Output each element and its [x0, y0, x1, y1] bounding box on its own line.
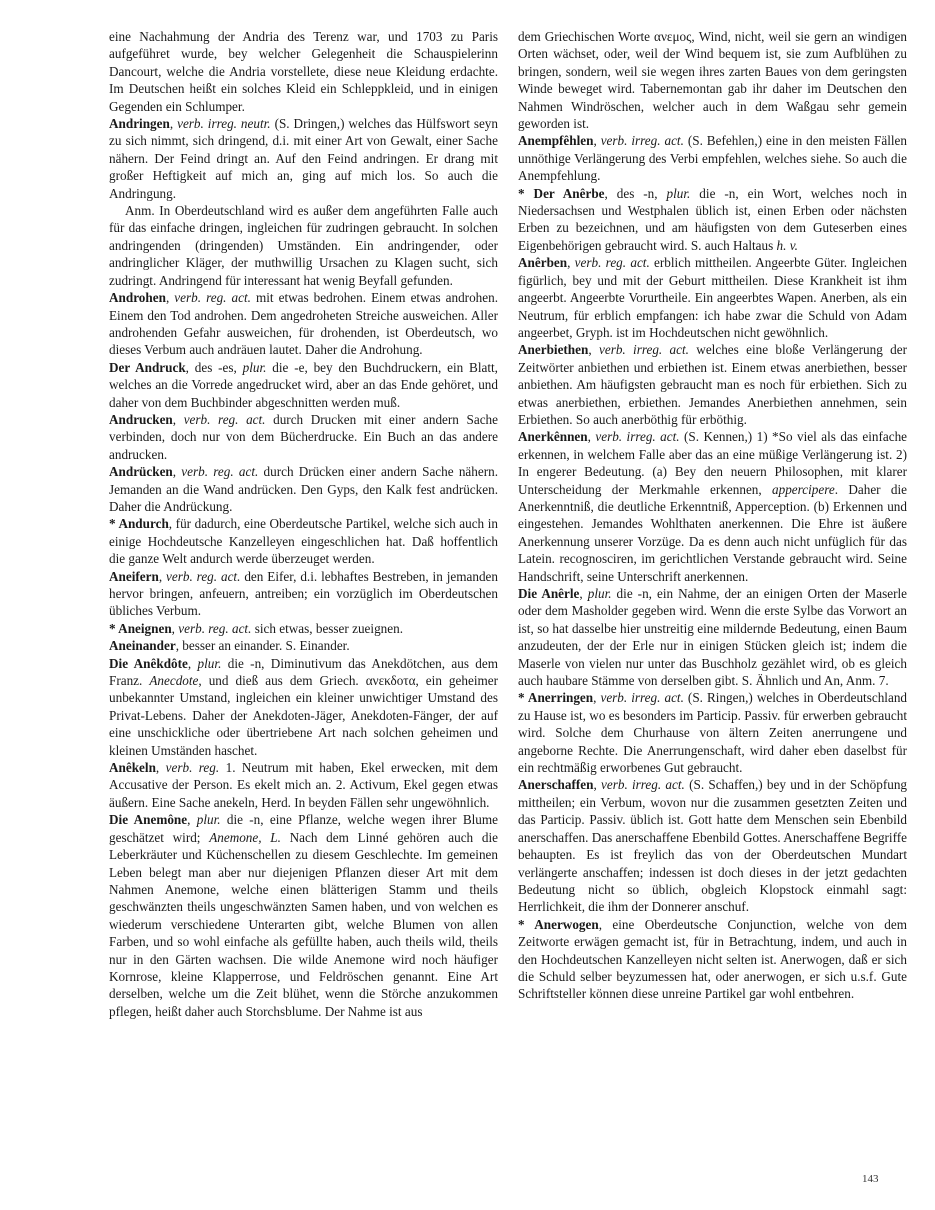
- left-column: [109, 28, 498, 1020]
- entry-text: , und dieß aus dem Griech. ανεκδοτα, ein geheimer unbekannter Umstand, ingleichen ein kleiner unwichtiger Umstand des Privat-Lebens. Daher der Anekdoten-Jäger, Anekdoten-Fänger, der auf eine unschickliche oder übertriebene Art nach solchen geheimen und kleinen Umständen haschet.: [109, 673, 498, 758]
- archaic-marker: *: [518, 916, 535, 932]
- dictionary-entry: [109, 289, 498, 359]
- entry-text: Anm. In Oberdeutschland wird es außer dem angeführten Falle auch für das einfache dringen, ingleichen für zudringen gebraucht. In solchen andringenden (dringenden) Umständen. Ein andringender, oder andringlicher Kläger, der muthwillig Ursachen zu Klagen sucht, sich zudringt. Andringend für interessant hat wenig Beyfall gefunden.: [109, 203, 498, 288]
- entry-text: durch Drucken mit einer andern Sache verbinden, doch nur von dem Bücherdrucke. Ein Buch an das andere andrucken.: [109, 411, 498, 462]
- entry-text: ,: [593, 133, 601, 149]
- headword: Anerbiethen: [518, 342, 589, 358]
- entry-text: , eine Oberdeutsche Conjunction, welche von dem Zeitworte erwägen gemacht ist, für in Betrachtung, indem, und auch in den Hochdeutschen Kanzelleyen nicht selten ist. Anerwogen, daß er sich die Schuld selber beyzumessen hat, oder anerwogen, er sich u.s.f. Gute Schriftsteller können diese unreine Partikel gar wohl entbehren.: [518, 916, 907, 1002]
- italic-text: plur.: [242, 359, 267, 375]
- headword: Aneifern: [109, 568, 159, 584]
- dictionary-entry: [518, 185, 907, 255]
- entry-text: (S. Dringen,) welches das Hülfswort seyn zu sich nimmt, sich dringend, d.i. mit einer Art von Gewalt, einer Sache nähern. Der Feind dringt an. Auf den Feind andringen. Er drang mit großer Heftigkeit auf mich an, ging auf mich los. So auch die Andringung.: [109, 116, 498, 201]
- italic-text: plur.: [197, 655, 222, 671]
- dictionary-entry: [518, 585, 907, 689]
- headword: Aneinander: [109, 638, 176, 654]
- entry-text: ,: [587, 429, 596, 445]
- entry-text: welches eine bloße Verlängerung der Zeitwörter anbiethen und erbiethen ist. Einem etwas anerbiethen, besser anbiethen. Am häufigsten gebraucht man es noch für erbiethen. Sich zu etwas anerbiethen, erbiethen. Jemandes Anerbiethen annehmen, sein Erbiethen. So auch anerböthig für erböthig.: [518, 342, 908, 427]
- entry-text: 1. Neutrum mit haben, Ekel erwecken, mit dem Accusative der Person. Es ekelt mich an. 2. Activum, Ekel gegen etwas äußern. Eine Sache anekeln, Herd. In beyden Fällen sehr ungewöhnlich.: [109, 760, 498, 810]
- italic-text: verb. reg. act.: [181, 464, 259, 480]
- headword: Anêrben: [518, 255, 568, 271]
- entry-text: die -n, eine Pflanze, welche wegen ihrer Blume geschätzet wird;: [109, 812, 499, 845]
- italic-text: verb. irreg. act.: [600, 133, 684, 149]
- dictionary-entry: [109, 620, 498, 637]
- entry-text: ,: [155, 760, 166, 776]
- italic-text: verb. reg.: [165, 760, 220, 776]
- headword: Anêkeln: [109, 760, 156, 776]
- headword: Die Anemône: [109, 812, 188, 828]
- italic-text: verb. reg. act.: [178, 620, 252, 636]
- dictionary-entry: [109, 359, 498, 411]
- entry-text: die -e, bey den Buchdruckern, ein Blatt, welches an die Vorrede angedrucket wird, aber an das Ende gehöret, und daher von dem Buchbinder abgeschnitten werden muß.: [109, 359, 498, 410]
- dictionary-entry: [518, 776, 907, 915]
- italic-text: Anemone, L.: [209, 829, 281, 845]
- italic-text: verb. irreg. neutr.: [177, 116, 271, 132]
- entry-text: , des -es,: [185, 359, 243, 375]
- headword: Die Anêkdôte: [109, 655, 188, 671]
- dictionary-entry: [109, 759, 498, 811]
- entry-text: (S. Schaffen,) bey und in der Schöpfung mittheilen; ein Verbum, wovon nur die zusammen gesetzten Zeiten und das Particip. Passiv. üblich ist. Gott hatte dem Menschen sein Ebenbild anerschaffen. Das anerschaffene Ebenbild Gottes. Anerschaffene Begriffe behaupten. Es ist freylich das von der Oberdeutschen Mundart verlängerte anschaffen; indessen ist doch dieses in der jetzt gedachten Bedeutung nicht so üblich, obgleich Klopstock einmahl sagt: Herrlichkeit, die ihm der Donnerer anschuf.: [518, 777, 908, 915]
- entry-text: ,: [187, 812, 197, 828]
- entry-text: ,: [172, 411, 184, 427]
- italic-text: plur.: [666, 185, 691, 201]
- dictionary-entry: [109, 115, 498, 202]
- headword: Androhen: [109, 290, 166, 306]
- italic-text: plur.: [196, 812, 221, 828]
- headword: Andrücken: [109, 464, 173, 480]
- entry-text: ,: [171, 620, 179, 636]
- italic-text: verb. irreg. act.: [598, 342, 689, 358]
- entry-text: ,: [579, 586, 588, 601]
- entry-text: durch Drücken einer andern Sache nähern. Jemanden an die Wand andrücken. Den Gyps, den Kalk fest andrücken. Daher die Andrückung.: [109, 464, 499, 514]
- headword: Der Andruck: [109, 359, 186, 375]
- headword: Anerringen: [527, 690, 594, 706]
- entry-text: ,: [588, 342, 599, 358]
- dictionary-entry: [518, 341, 907, 428]
- dictionary-entry: [109, 655, 498, 759]
- headword: Die Anêrle: [518, 586, 580, 601]
- headword: Andrucken: [109, 411, 173, 427]
- dictionary-entry: [109, 202, 498, 289]
- headword: Anerkênnen: [518, 429, 588, 445]
- dictionary-entry: [109, 811, 498, 1020]
- dictionary-entry: [109, 411, 498, 463]
- archaic-marker: *: [518, 185, 534, 201]
- entry-text: , besser an einander. S. Einander.: [175, 638, 350, 654]
- entry-text: ,: [158, 568, 167, 584]
- entry-text: ,: [165, 290, 175, 306]
- entry-text: sich etwas, besser zueignen.: [251, 620, 403, 636]
- italic-text: verb. irreg. act.: [600, 690, 684, 706]
- headword: Andringen: [109, 116, 170, 132]
- dictionary-entry: [518, 132, 907, 184]
- italic-text: verb. reg. act.: [174, 290, 251, 306]
- page-number: 143: [862, 1173, 879, 1185]
- entry-text: erblich mittheilen. Angeerbte Güter. Ingleichen figürlich, bey und mit der Geburt mittheilen. Diese Krankheit ist ihm angeerbt. Angeerbte Vorurtheile. Ein angeerbtes Wapen. Anerben, als ein Neutrum, für erblich empfangen: ich habe zwar die Schuld von Adam angeerbet, Gryph. ist im Hochdeutschen nicht gewöhnlich.: [518, 255, 907, 340]
- entry-text: , des -n,: [604, 185, 667, 201]
- entry-text: ,: [172, 464, 182, 480]
- italic-text: appercipere: [772, 481, 835, 497]
- archaic-marker: *: [109, 516, 119, 532]
- entry-text: Nach dem Linné gehören auch die Leberkräuter und Küchenschellen zu diesem Geschlechte. Im gemeinen Leben belegt man aber nur diejenigen Pflanzen dieser Art mit dem Nahmen Anemone, welche einen blätterigen Stamm und theils geschwänzten theils ungeschwänzten Samen haben, und von welchen es wiederum verschiedene Unterarten gibt, welche Blumen von allen Farben, und so wohl einfache als gefüllte haben, auch theils wild, theils nur in den Gärten wachsen. Die wilde Anemone wird noch häufiger Kornrose, kleine Klapperrose, und Feldröschen genannt. Eine Art derselben, welche um die Zeit blühet, wenn die Störche anzukommen pflegen, heißt daher auch Storchsblume. Der Nahme ist aus: [109, 829, 498, 1019]
- entry-text: ,: [593, 777, 602, 793]
- entry-text: ,: [593, 690, 601, 706]
- dictionary-entry: [518, 428, 907, 585]
- dictionary-entry: [518, 689, 907, 776]
- headword: Der Anêrbe: [533, 185, 605, 201]
- right-column: [518, 28, 907, 1003]
- italic-text: verb. reg. act.: [574, 255, 650, 271]
- dictionary-entry: [109, 28, 498, 115]
- headword: Andurch: [118, 516, 169, 532]
- entry-text: ,: [567, 255, 575, 271]
- entry-text: eine Nachahmung der Andria des Terenz war, und 1703 zu Paris aufgeführet wurde, bey welcher Gelegenheit die Schauspielerinn Dancourt, welche die Andria vorstellete, diese neue Kleidung erdachte. Im Deutschen heißt ein solches Kleid ein Schleppkleid, und in einigen Gegenden ein Schlumper.: [109, 29, 498, 114]
- italic-text: verb. reg. act.: [166, 568, 241, 584]
- entry-text: , für dadurch, eine Oberdeutsche Partikel, welche sich auch in einige Hochdeutsche Kanzelleyen eingeschlichen hat. Daß hoffentlich die ganze Welt andurch werde überzeuget werden.: [109, 516, 498, 567]
- entry-text: die -n, ein Wort, welches noch in Niedersachsen und Westphalen üblich ist, einen Erben oder nächsten Erben zu bezeichnen, und am häufigsten von dem Guteserben eines Eigenbehörigen gebraucht wird. S. auch Haltaus: [518, 185, 907, 253]
- dictionary-entry: [518, 28, 907, 132]
- entry-text: den Eifer, d.i. lebhaftes Bestreben, in jemanden hervor bringen, anfeuern, antreiben; ein vorzüglich im Oberdeutschen übliches Verbum.: [109, 568, 499, 619]
- entry-text: (S. Kennen,) 1) *So viel als das einfache erkennen, in welchem Falle aber das an eine müßige Verlängerung ist. 2) In engerer Bedeutung. (a) Bey den neuern Philosophen, mit klarer Unterscheidung der Merkmahle erkennen,: [518, 429, 908, 497]
- entry-text: (S. Ringen,) welches in Oberdeutschland zu Hause ist, wo es besonders im Particip. Passiv. für erwerben gebraucht wird. Solche dem Churhause von ältern Zeiten anerrungene und angeborne Rechte. Die Anerrungenschaft, wird daher eben daselbst für ein rechtmäßig erworbenes Gut gebraucht.: [518, 690, 908, 776]
- dictionary-entry: [109, 637, 498, 654]
- headword: Anerwogen: [534, 916, 599, 932]
- entry-text: die -n, Diminutivum das Anekdötchen, aus dem Franz.: [109, 655, 499, 689]
- entry-text: . Daher die Anerkenntniß, die deutliche Erkenntniß, Apperception. (b) Erkennen und eingestehen. Jemandes Wohlthaten anerkennen. Die Ehre ist äußere Anerkennung unserer Vorzüge. Da es denn auch nicht unfüglich für das Latein. recognosciren, im gerichtlichen Verstande gebraucht wird. Seine Handschrift, seine Unterschrift anerkennen.: [518, 481, 907, 584]
- entry-text: die -n, ein Nahme, der an einigen Orten der Maserle oder dem Masholder gegeben wird. Wenn die erste Sylbe das Vorwort an ist, so hat dasselbe hier unstreitig eine mildernde Bedeutung, einen Baum anzudeuten, der der Erle nur in einigen Stücken gleich ist; indem die Maserle von vielen nur unter das Buschholz gezählet wird, ob es gleich auch haubare Stämme von derselben gibt. S. Ähnlich und An, Anm. 7.: [518, 586, 907, 689]
- archaic-marker: *: [518, 690, 528, 706]
- entry-text: dem Griechischen Worte ανεμος, Wind, nicht, weil sie gern an windigen Orten wächset, oder, weil der Wind bequem ist, sie zum Aufblühen zu bringen, sondern, weil sie wegen ihres zarten Baues von dem geringsten Winde beweget wird. Tabernemontan gab ihr daher im Deutschen den Nahmen Windröschen, welcher auch in dem Waßgau sehr gemein geworden ist.: [518, 29, 907, 132]
- entry-text: ,: [169, 116, 178, 132]
- italic-text: Anecdote: [149, 673, 199, 689]
- dictionary-entry: [518, 254, 907, 341]
- italic-text: h. v.: [776, 237, 798, 253]
- dictionary-entry: [109, 515, 498, 567]
- dictionary-entry: [109, 463, 498, 515]
- archaic-marker: *: [109, 620, 119, 636]
- headword: Anempfêhlen: [518, 133, 594, 149]
- dictionary-entry: [518, 916, 907, 1003]
- italic-text: verb. reg. act.: [183, 411, 266, 427]
- entry-text: (S. Befehlen,) eine in den meisten Fällen unnöthige Verlängerung des Verbi empfehlen, welches siehe. So auch die Anempfehlung.: [518, 133, 907, 184]
- italic-text: verb. irreg. act.: [601, 777, 685, 793]
- headword: Anerschaffen: [518, 777, 594, 793]
- italic-text: plur.: [587, 586, 612, 601]
- entry-text: ,: [187, 655, 198, 671]
- headword: Aneignen: [118, 620, 172, 636]
- dictionary-entry: [109, 568, 498, 620]
- italic-text: verb. irreg. act.: [595, 429, 680, 445]
- entry-text: mit etwas bedrohen. Einem etwas androhen. Einem den Tod androhen. Dem angedroheten Streiche ausweichen. Aller androhenden Gefahr ausweichen, für drohenden, ist Oberdeutsch, wo dieses Verbum auch andräuen lautet. Daher die Androhung.: [109, 290, 499, 358]
